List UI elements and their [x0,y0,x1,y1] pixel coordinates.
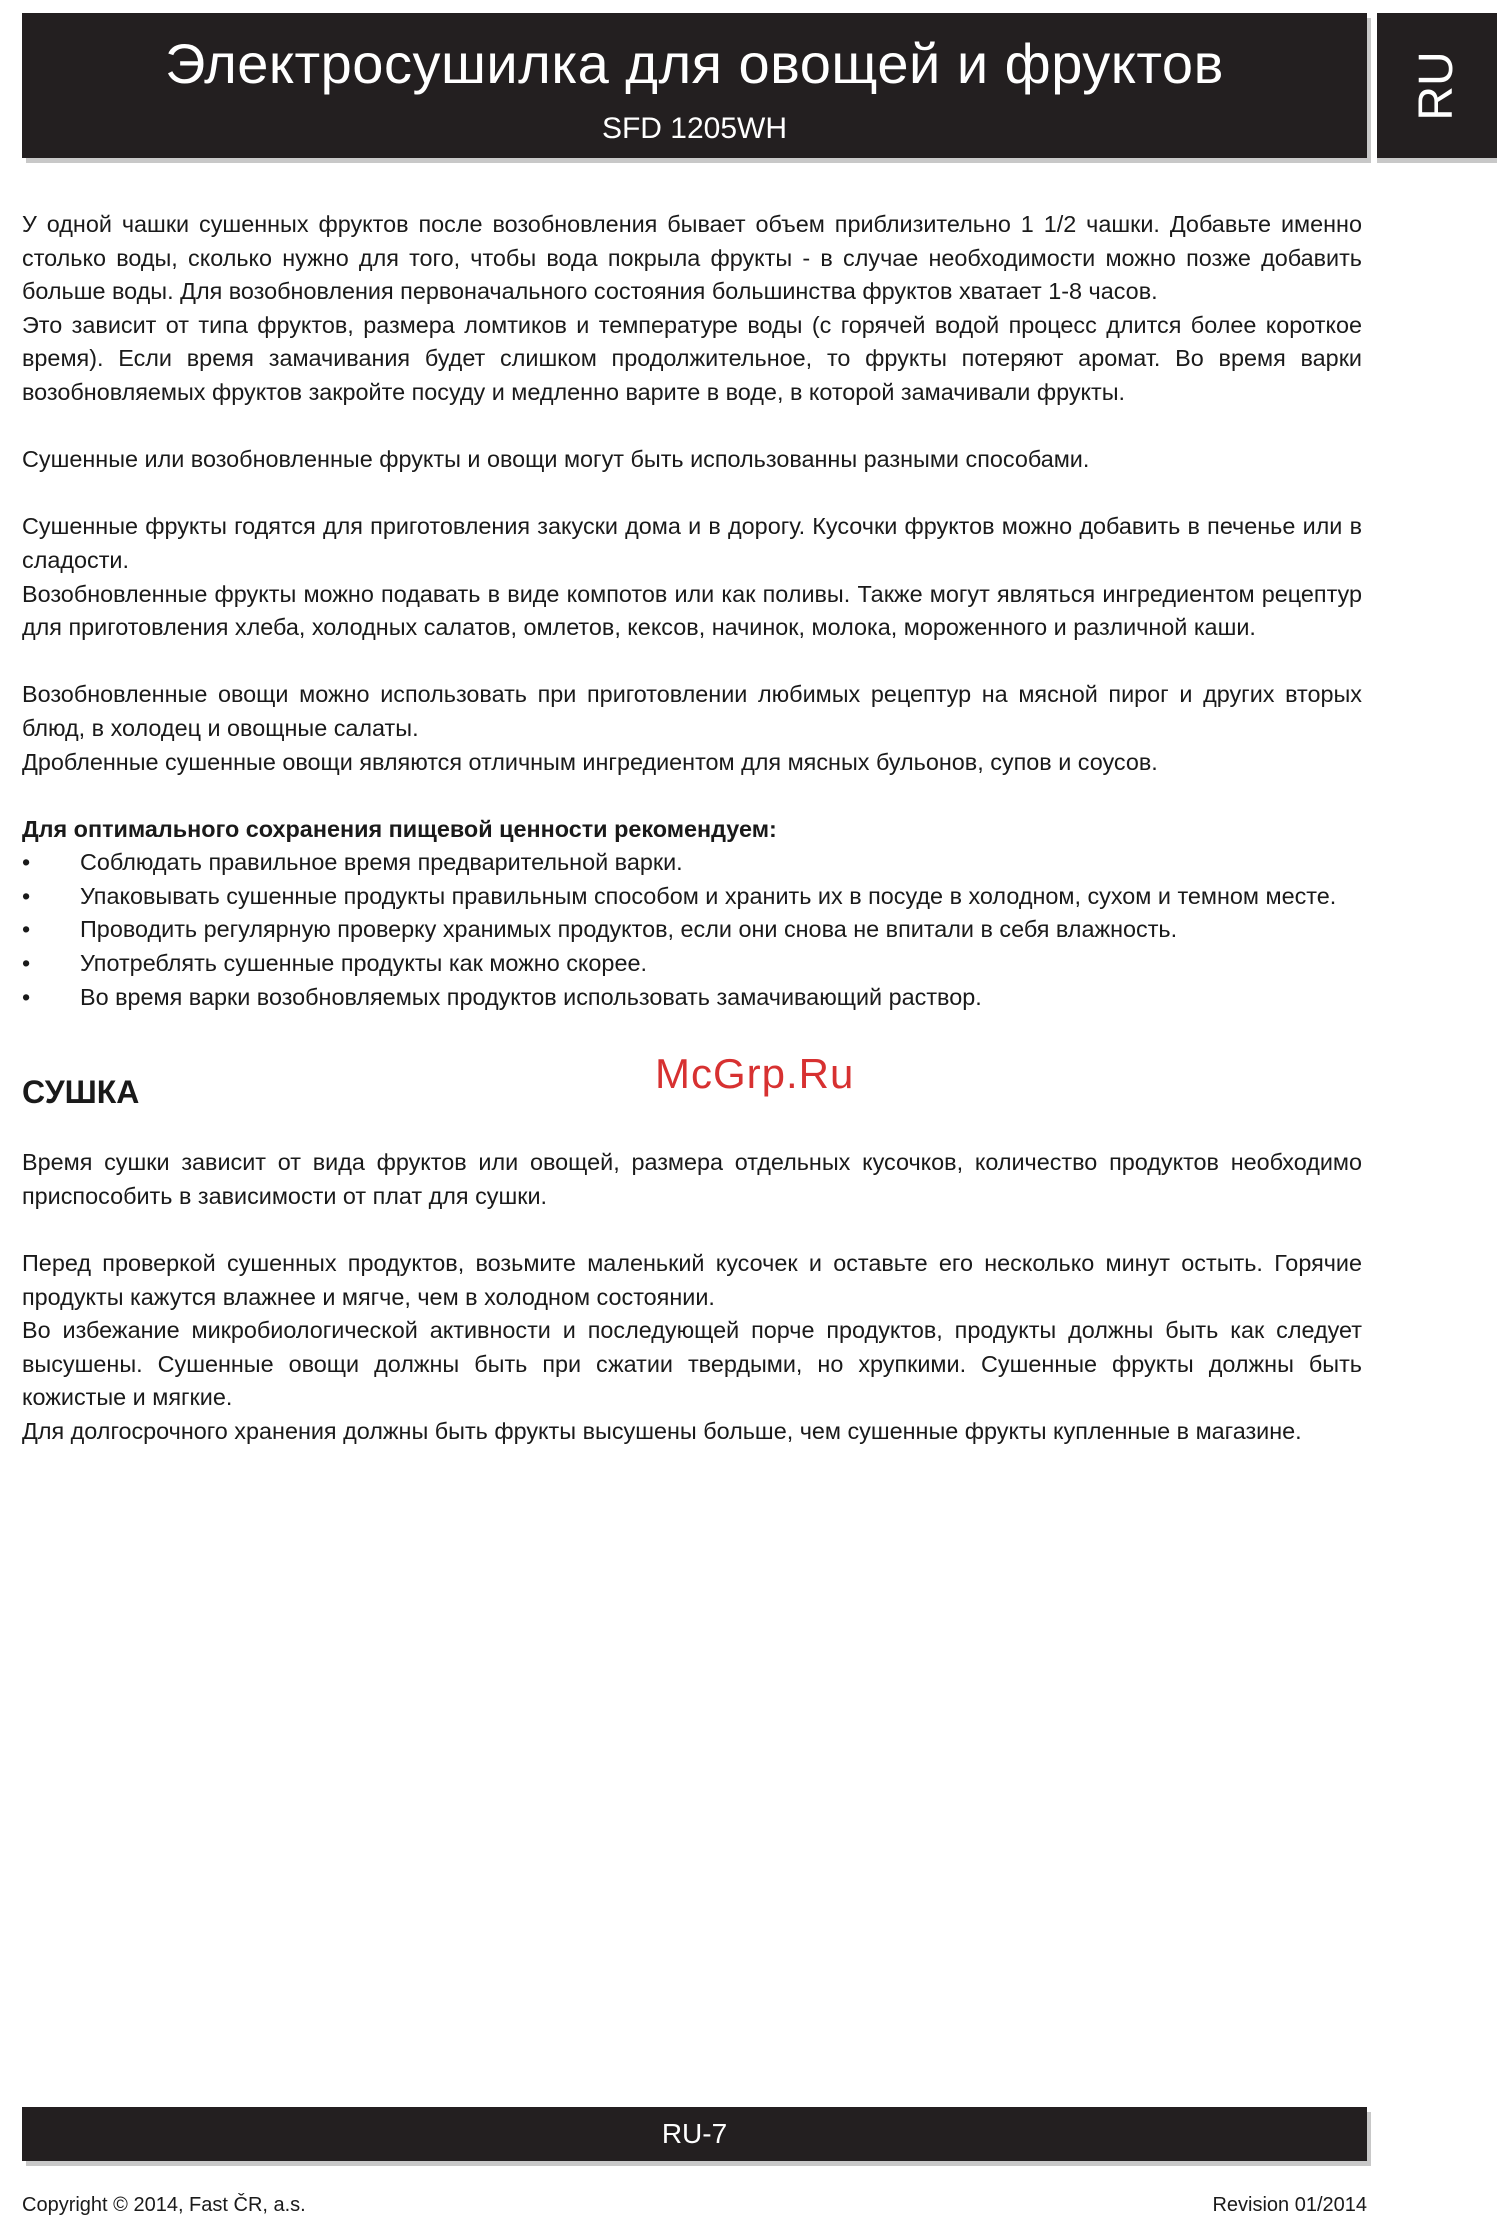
recommendations-heading: Для оптимального сохранения пищевой ценности рекомендуем: [22,815,777,842]
paragraph: Время сушки зависит от вида фруктов или овощей, размера отдельных кусочков, количество продуктов необходимо приспособить в зависимости от плат для сушки. [22,1149,1362,1209]
section-heading: СУШКА [22,1074,140,1111]
header-bar [22,13,1367,158]
list-item: • Употреблять сушенные продукты как можно скорее. [22,947,1362,981]
revision: Revision 01/2014 [1212,2194,1367,2216]
list-item: • Во время варки возобновляемых продуктов использовать замачивающий раствор. [22,981,1362,1015]
paragraph: Это зависит от типа фруктов, размера ломтиков и температуре воды (с горячей водой процесс длится более короткое время). Если время замачивания будет слишком продолжительное, то фрукты потеряют аромат. Во время варки возобновляемых фруктов закройте посуду и медленно варите в воде, в которой замачивали фрукты. [22,311,1362,405]
bullet-icon: • [22,983,31,1010]
paragraph: Для долгосрочного хранения должны быть фрукты высушены больше, чем сушенные фрукты купленные в магазине. [22,1418,1302,1444]
paragraph: Сушенные или возобновленные фрукты и овощи могут быть использованны разными способами. [22,446,1090,473]
paragraph: Возобновленные фрукты можно подавать в виде компотов или как поливы. Также могут являться ингредиентом рецептур для приготовления хлеба, холодных салатов, омлетов, кексов, начинок, молока, мороженного и различной каши. [22,580,1362,641]
page-title: Электросушилка для овощей и фруктов [165,32,1224,95]
paragraph: Возобновленные овощи можно использовать при приготовлении любимых рецептур на мясной пирог и других вторых блюд, в холодец и овощные салаты. [22,681,1362,741]
bullet-icon: • [22,916,31,943]
bullet-icon: • [22,849,31,876]
bullet-icon: • [22,882,31,909]
language-label: RU [1410,50,1463,121]
recommendations-list [22,846,1362,1014]
watermark: McGrp.Ru [655,1050,855,1097]
main-content [22,208,1362,1449]
language-tab [1377,13,1497,158]
paragraph: Во избежание микробиологической активности и последующей порче продуктов, продукты должны быть как следует высушены. Сушенные овощи должны быть при сжатии твердыми, но хрупкими. Сушенные фрукты должны быть кожистые и мягкие. [22,1317,1362,1411]
list-item: • Проводить регулярную проверку хранимых продуктов, если они снова не впитали в себя влажность. [22,913,1362,947]
list-item: • Соблюдать правильное время предварительной варки. [22,846,1362,880]
paragraph: У одной чашки сушенных фруктов после возобновления бывает объем приблизительно 1 1/2 чашки. Добавьте именно столько воды, сколько нужно для того, чтобы вода покрыла фрукты - в случае необходимости можно позже добавить больше воды. Для возобновления первоначального состояния большинства фруктов хватает 1-8 часов. [22,211,1362,305]
model-number: SFD 1205WH [601,112,788,145]
paragraph: Перед проверкой сушенных продуктов, возьмите маленький кусочек и оставьте его несколько минут остыть. Горячие продукты кажутся влажнее и мягче, чем в холодном состоянии. [22,1250,1362,1310]
paragraph: Дробленные сушенные овощи являются отличным ингредиентом для мясных бульонов, супов и соусов. [22,748,1158,775]
page-number-bar: RU-7 [22,2107,1367,2161]
copyright: Copyright © 2014, Fast ČR, a.s. [22,2194,306,2216]
paragraph: Сушенные фрукты годятся для приготовления закуски дома и в дорогу. Кусочки фруктов можно добавить в печенье или в сладости. [22,513,1362,573]
bullet-icon: • [22,950,31,977]
list-item: • Упаковывать сушенные продукты правильным способом и хранить их в посуде в холодном, сухом и темном месте. [22,880,1362,914]
